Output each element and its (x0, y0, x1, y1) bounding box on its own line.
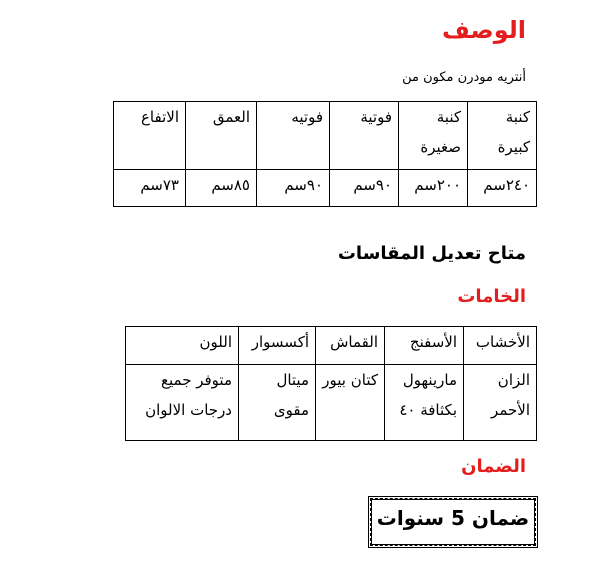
dim-value-large-sofa: ٢٤٠سم (468, 170, 537, 207)
mat-header-foam: الأسفنج (385, 327, 464, 365)
materials-heading: الخامات (457, 286, 526, 307)
materials-value-row (126, 365, 537, 441)
dim-header-small-sofa: كنبة صغيرة (399, 102, 468, 170)
dimensions-table (113, 101, 537, 207)
mat-header-accessory: أكسسوار (239, 327, 316, 365)
mat-value-foam: مارينهول بكثافة ٤٠ (385, 365, 464, 441)
description-heading: الوصف (441, 16, 526, 44)
dim-value-small-sofa: ٢٠٠سم (399, 170, 468, 207)
dim-header-height: الاتفاع (114, 102, 186, 170)
dim-value-armchair-1: ٩٠سم (330, 170, 399, 207)
mat-value-wood: الزان الأحمر (464, 365, 537, 441)
mat-value-accessory: ميتال مقوى (239, 365, 316, 441)
materials-header-row (126, 327, 537, 365)
dim-header-large-sofa: كنبة كبيرة (468, 102, 537, 170)
materials-table (125, 326, 537, 441)
warranty-heading: الضمان (461, 456, 526, 477)
description-subtitle: أنتريه مودرن مكون من (402, 70, 526, 85)
dimensions-value-row (114, 170, 537, 207)
dim-value-armchair-2: ٩٠سم (257, 170, 330, 207)
mat-value-color: متوفر جميع درجات الالوان (126, 365, 239, 441)
custom-sizes-note: متاح تعديل المقاسات (337, 243, 526, 264)
dim-header-armchair-2: فوتيه (257, 102, 330, 170)
mat-header-color: اللون (126, 327, 239, 365)
dim-value-height: ٧٣سم (114, 170, 186, 207)
dimensions-header-row (114, 102, 537, 170)
dim-header-depth: العمق (186, 102, 257, 170)
dim-value-depth: ٨٥سم (186, 170, 257, 207)
mat-header-wood: الأخشاب (464, 327, 537, 365)
mat-header-fabric: القماش (316, 327, 385, 365)
dim-header-armchair-1: فوتية (330, 102, 399, 170)
mat-value-fabric: كتان بيور (316, 365, 385, 441)
warranty-box: ضمان 5 سنوات (368, 496, 538, 548)
